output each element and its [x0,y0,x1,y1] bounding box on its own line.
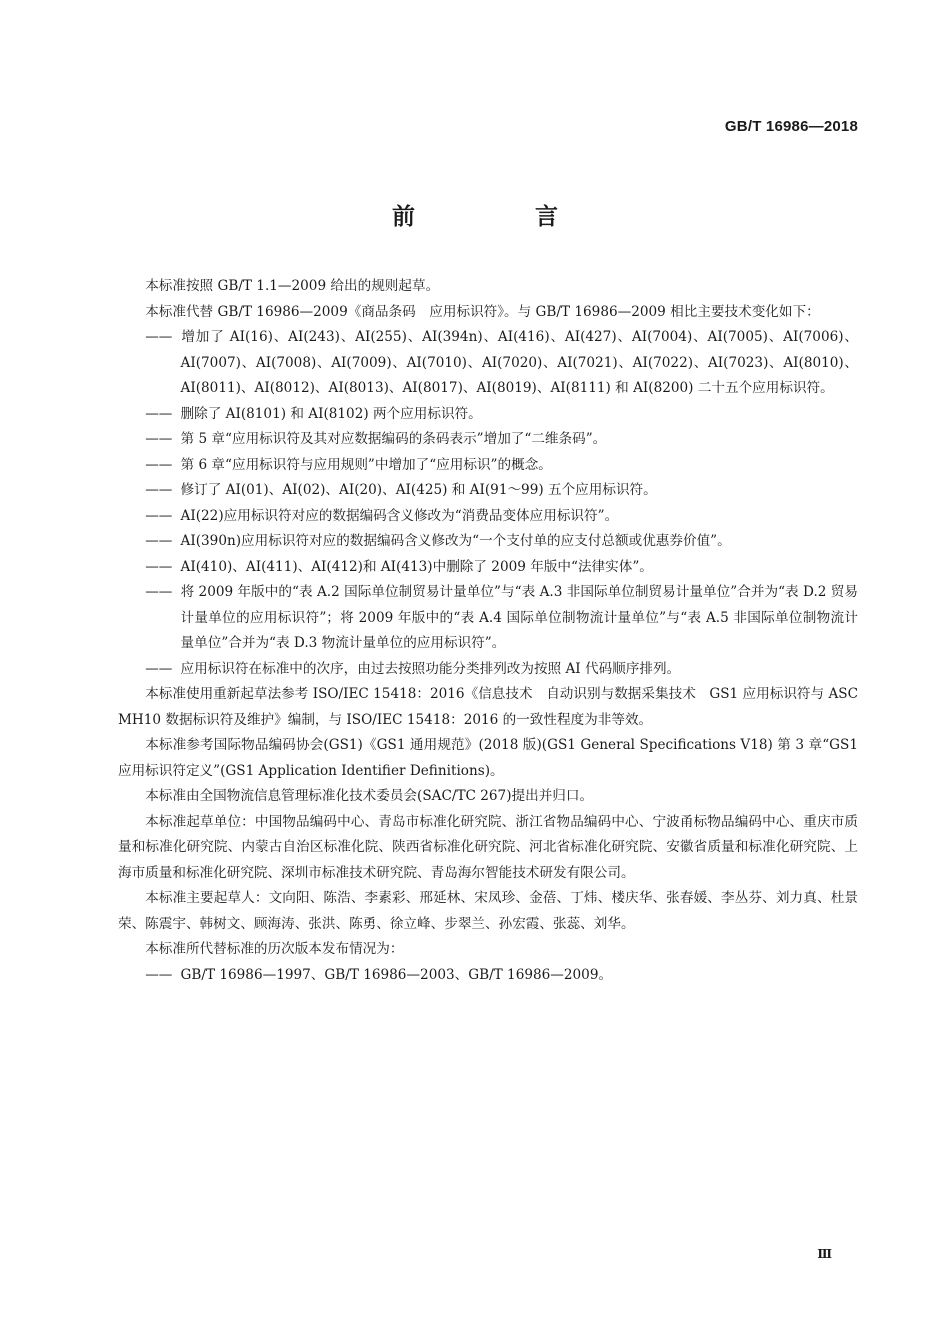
change-item [118,427,858,453]
paragraph-drafting-units: 本标准起草单位：中国物品编码中心、青岛市标准化研究院、浙江省物品编码中心、宁波甬标物品编码中心、重庆市质量和标准化研究院、内蒙古自治区标准化院、陕西省标准化研究院、河北省标准化研究院、安徽省质量和标准化研究院、上海市质量和标准化研究院、深圳市标准技术研究院、青岛海尔智能技术研发有限公司。 [118,813,858,881]
paragraph-drafters: 本标准主要起草人：文向阳、陈浩、李素彩、邢延林、宋凤珍、金蓓、丁炜、楼庆华、张春媛、李丛芬、刘力真、杜景荣、陈震宇、韩树文、顾海涛、张洪、陈勇、徐立峰、步翠兰、孙宏霞、张蕊、刘华。 [118,890,858,932]
change-text: 第 6 章“应用标识符与应用规则”中增加了“应用标识”的概念。 [180,456,552,473]
dash-mark: —— [145,584,173,600]
change-item [118,453,858,479]
dash-mark: —— [145,507,173,524]
change-text: 第 5 章“应用标识符及其对应数据编码的条码表示”增加了“二维条码”。 [180,431,607,447]
dash-mark: —— [145,660,173,677]
dash-mark: —— [145,405,173,422]
history-item [118,963,858,989]
standard-code: GB/T 16986—2018 [724,118,858,135]
dash-mark: —— [145,456,173,473]
paragraph-drafting-rules: 本标准按照 GB/T 1.1—2009 给出的规则起草。 [145,278,440,294]
paragraph-reference-iso: 本标准使用重新起草法参考 ISO/IEC 15418：2016《信息技术 自动识别与数据采集技术 GS1 应用标识符与 ASC MH10 数据标识符及维护》编制，与 ISO/IEC 15418：2016 的一致性程度为非等效。 [118,686,858,728]
change-item [118,580,858,657]
paragraph-proposer: 本标准由全国物流信息管理标准化技术委员会(SAC/TC 267)提出并归口。 [145,788,594,804]
change-item [118,325,858,402]
page-title: 前 言 [391,204,614,230]
change-item [118,555,858,581]
change-text: 应用标识符在标准中的次序，由过去按照功能分类排列改为按照 AI 代码顺序排列。 [180,660,681,677]
change-item [118,657,858,683]
change-text: 修订了 AI(01)、AI(02)、AI(20)、AI(425) 和 AI(91～99) 五个应用标识符。 [180,482,657,498]
paragraph-history-intro: 本标准所代替标准的历次版本发布情况为： [145,941,404,957]
change-text: AI(390n)应用标识符对应的数据编码含义修改为“一个支付单的应支付总额或优惠券价值”。 [180,533,731,549]
change-text: 增加了 AI(16)、AI(243)、AI(255)、AI(394n)、AI(416)、AI(427)、AI(7004)、AI(7005)、AI(7006)、AI(7007)、AI(7008)、AI(7009)、AI(7010)、AI(7020)、AI(7021)、AI(7022)、AI(7023)、AI(8010)、AI(8011)、AI(8012)、AI(8013)、AI(8017)、AI(8019)、AI(8111) 和 AI(8200) 二十五个应用标识符。 [180,329,858,396]
change-text: AI(22)应用标识符对应的数据编码含义修改为“消费品变体应用标识符”。 [180,507,619,524]
dash-mark: —— [145,558,173,575]
change-item [118,504,858,530]
dash-mark: —— [145,966,173,983]
change-text: 删除了 AI(8101) 和 AI(8102) 两个应用标识符。 [180,405,482,422]
paragraph-reference-gs1: 本标准参考国际物品编码协会(GS1)《GS1 通用规范》(2018 版)(GS1 General Specifications V18) 第 3 章“GS1 应用标识符定义”(GS1 Application Identifier Definitions)。 [118,737,858,779]
dash-mark: —— [145,431,173,447]
history-text: GB/T 16986—1997、GB/T 16986—2003、GB/T 16986—2009。 [180,966,613,983]
page-number: Ⅲ [817,1247,832,1261]
dash-mark: —— [145,533,173,549]
change-text: 将 2009 年版中的“表 A.2 国际单位制贸易计量单位”与“表 A.3 非国际单位制贸易计量单位”合并为“表 D.2 贸易计量单位的应用标识符”；将 2009 年版中的“表 A.4 国际单位制物流计量单位”与“表 A.5 非国际单位制物流计量单位”合并为“表 D.3 物流计量单位的应用标识符”。 [180,584,858,651]
foreword-body [118,274,858,988]
change-item [118,402,858,428]
change-item [118,529,858,555]
change-item [118,478,858,504]
change-text: AI(410)、AI(411)、AI(412)和 AI(413)中删除了 2009 年版中“法律实体”。 [180,558,653,575]
paragraph-replacement: 本标准代替 GB/T 16986—2009《商品条码 应用标识符》。与 GB/T 16986—2009 相比主要技术变化如下： [145,303,820,320]
dash-mark: —— [145,329,173,345]
dash-mark: —— [145,482,173,498]
